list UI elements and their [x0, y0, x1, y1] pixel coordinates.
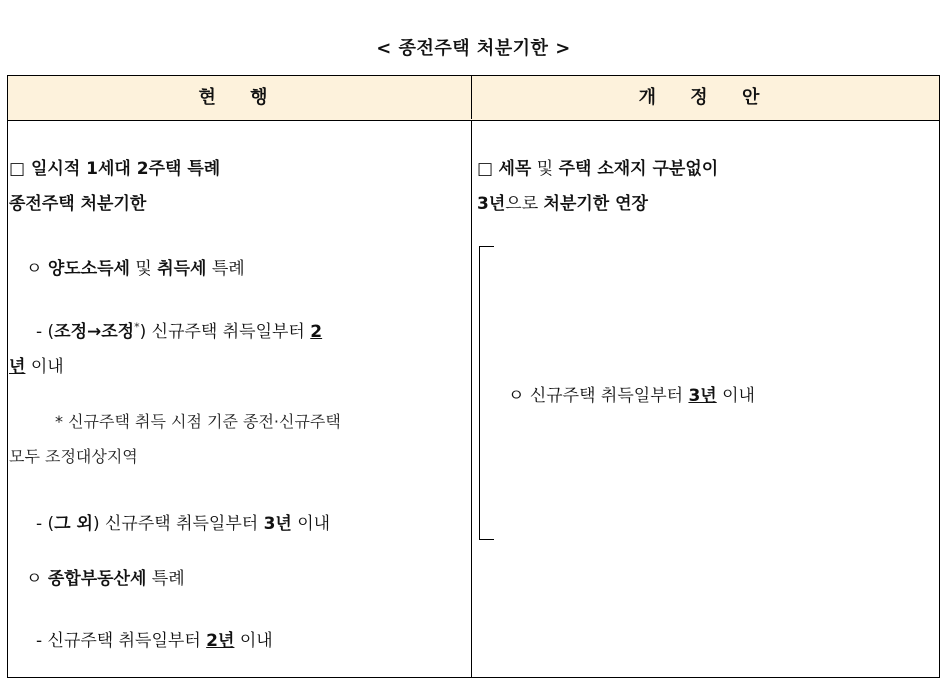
sub2-label: 특례 [146, 569, 185, 589]
item1-suffix: 이내 [25, 357, 64, 377]
item2-suffix: 이내 [291, 514, 331, 534]
sub1-and: 및 [129, 259, 158, 279]
bullet-icon: ㅇ [26, 259, 43, 279]
current-item1-line1 [36, 317, 322, 342]
table-header [7, 75, 940, 121]
item2-case: 그 외 [54, 514, 93, 534]
header-divider [471, 76, 472, 119]
item2-years: 3년 [263, 514, 292, 534]
item1-years-num: 2 [310, 322, 323, 342]
header-proposal: 개 정 안 [638, 87, 774, 108]
sub1-tax2: 취득세 [157, 259, 207, 279]
proposal-tax-type: 세목 [498, 159, 532, 179]
item1-footnote-mark: * [134, 320, 140, 334]
item2-text: ) 신규주택 취득일부터 [92, 514, 264, 534]
bullet-icon: ㅇ [26, 569, 43, 589]
sub1-label: 특례 [206, 259, 245, 279]
item1-text: ) 신규주택 취득일부터 [139, 322, 311, 342]
proposal-extension: 처분기한 연장 [543, 194, 648, 214]
proposal-joiner: 으로 [505, 194, 544, 214]
bracket-icon [479, 246, 494, 540]
proposal-item-suffix: 이내 [716, 386, 755, 406]
proposal-item-text: 신규주택 취득일부터 [524, 386, 689, 406]
current-item3 [36, 626, 273, 651]
current-box-line2: 종전주택 처분기한 [9, 194, 147, 214]
page-title: < 종전주택 처분기한 > [376, 38, 571, 59]
proposal-years: 3년 [477, 194, 506, 214]
current-note2: 모두 조정대상지역 [9, 447, 138, 466]
proposal-line2 [477, 189, 648, 214]
item2-prefix: - ( [36, 514, 55, 534]
current-sub2 [26, 564, 185, 589]
sub1-tax1: 양도소득세 [47, 259, 130, 279]
proposal-location: 주택 소재지 구분없이 [558, 159, 719, 179]
item3-suffix: 이내 [234, 631, 273, 651]
sub2-tax: 종합부동산세 [47, 569, 147, 589]
header-current: 현 행 [198, 87, 282, 108]
proposal-item-years: 3년 [688, 386, 717, 406]
checkbox-icon: □ [477, 159, 499, 179]
bullet-icon: ㅇ [508, 386, 525, 406]
item1-prefix: - ( [36, 322, 55, 342]
current-box-line1: □ 일시적 1세대 2주택 특례 [9, 159, 221, 179]
item1-case: 조정→조정 [54, 322, 135, 342]
item3-text: - 신규주택 취득일부터 [36, 631, 207, 651]
current-item2 [36, 509, 330, 534]
proposal-item [508, 381, 755, 406]
current-sub1 [26, 254, 245, 279]
item3-years: 2년 [206, 631, 235, 651]
current-note1: * 신규주택 취득 시점 기준 종전·신규주택 [55, 412, 341, 431]
column-divider [471, 75, 472, 678]
item1-years-unit: 년 [9, 357, 26, 377]
proposal-line1 [477, 154, 718, 179]
current-item1-line2 [9, 352, 64, 377]
proposal-and: 및 [531, 159, 559, 179]
